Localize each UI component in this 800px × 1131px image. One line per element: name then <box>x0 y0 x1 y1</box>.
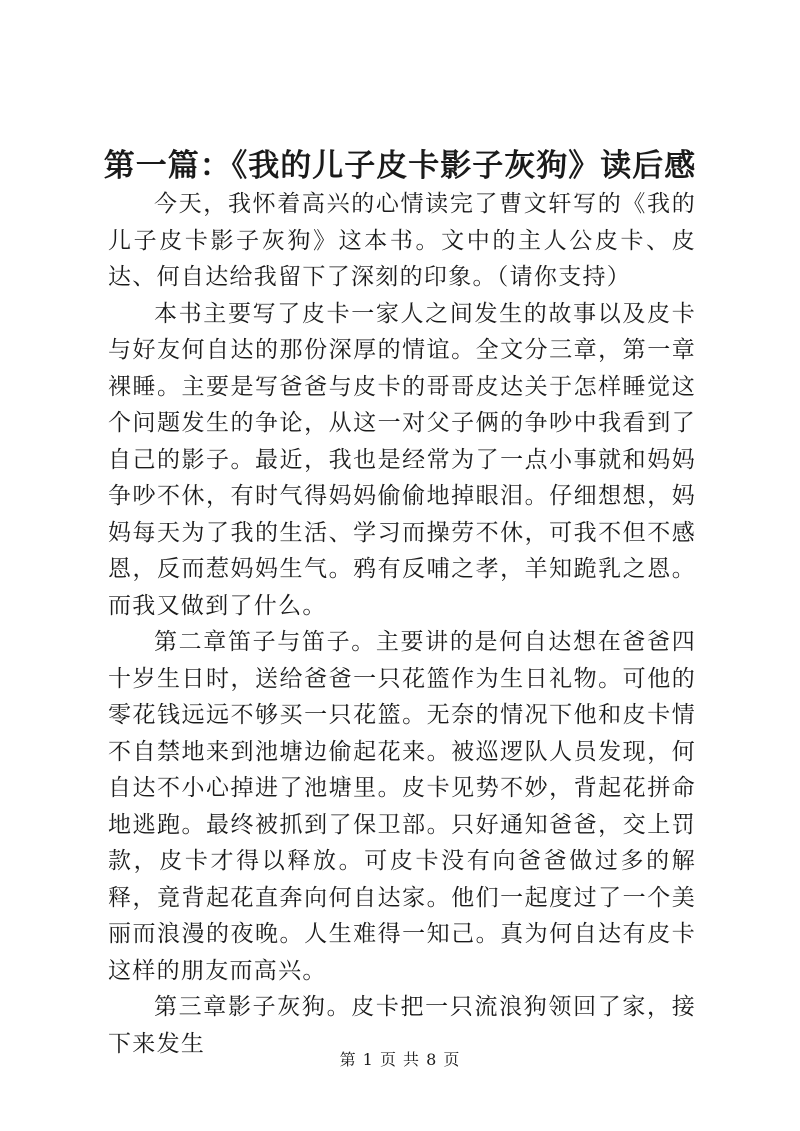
document-body <box>108 186 696 1062</box>
paragraph-1: 今天，我怀着高兴的心情读完了曹文轩写的《我的儿子皮卡影子灰狗》这本书。文中的主人公皮卡、皮达、何自达给我留下了深刻的印象。（请你支持） <box>108 191 696 290</box>
document-title: 第一篇：《我的儿子皮卡影子灰狗》读后感 <box>103 148 697 184</box>
paragraph-3: 第二章笛子与笛子。主要讲的是何自达想在爸爸四十岁生日时，送给爸爸一只花篮作为生日礼物。可他的零花钱远远不够买一只花篮。无奈的情况下他和皮卡情不自禁地来到池塘边偷起花来。被巡逻队人员发现，何自达不小心掉进了池塘里。皮卡见势不妙，背起花拼命地逃跑。最终被抓到了保卫部。只好通知爸爸，交上罚款，皮卡才得以释放。可皮卡没有向爸爸做过多的解释，竟背起花直奔向何自达家。他们一起度过了一个美丽而浪漫的夜晚。人生难得一知己。真为何自达有皮卡这样的朋友而高兴。 <box>108 629 696 984</box>
page-footer: 第 1 页 共 8 页 <box>339 1050 461 1069</box>
paragraph-2: 本书主要写了皮卡一家人之间发生的故事以及皮卡与好友何自达的那份深厚的情谊。全文分三章，第一章裸睡。主要是写爸爸与皮卡的哥哥皮达关于怎样睡觉这个问题发生的争论，从这一对父子俩的争吵中我看到了自己的影子。最近，我也是经常为了一点小事就和妈妈争吵不休，有时气得妈妈偷偷地掉眼泪。仔细想想，妈妈每天为了我的生活、学习而操劳不休，可我不但不感恩，反而惹妈妈生气。鸦有反哺之孝，羊知跪乳之恩。而我又做到了什么。 <box>108 300 696 619</box>
paragraph-4: 第三章影子灰狗。皮卡把一只流浪狗领回了家，接下来发生 <box>108 994 696 1057</box>
